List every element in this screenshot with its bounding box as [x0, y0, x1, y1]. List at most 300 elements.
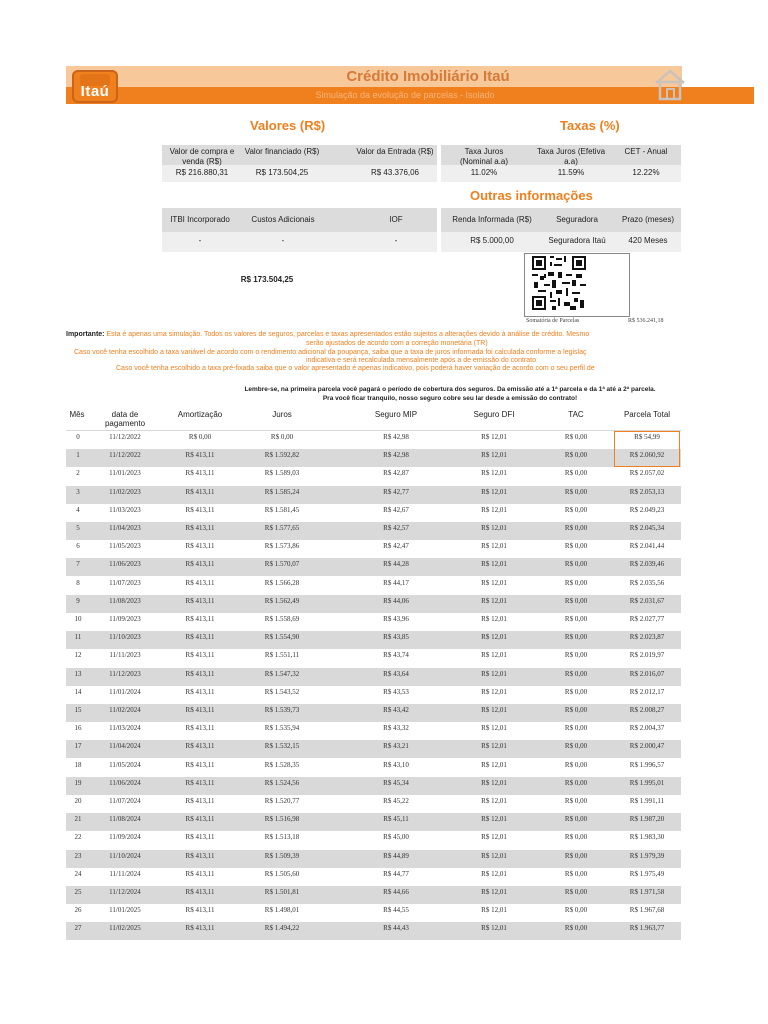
- cell-data: 11/07/2024: [109, 797, 141, 805]
- cell-amortizacao: R$ 413,11: [185, 724, 215, 733]
- th-amortizacao: Amortização: [177, 410, 223, 419]
- cell-amortizacao: R$ 413,11: [185, 469, 215, 478]
- table-row: [66, 649, 681, 667]
- cell-juros: R$ 1.577,65: [264, 524, 300, 532]
- cell-parcela-total: R$ 54,99: [634, 433, 660, 441]
- cell-mes: 3: [76, 487, 80, 496]
- cell-data: 11/03/2024: [109, 724, 141, 733]
- cell-mes: 16: [74, 724, 82, 733]
- qr-code-box: [524, 253, 630, 317]
- cell-parcela-total: R$ 2.039,46: [629, 560, 665, 569]
- cell-juros: R$ 1.501,81: [264, 888, 300, 896]
- cell-parcela-total: R$ 2.045,34: [629, 524, 665, 532]
- extras-itbi: -: [198, 236, 202, 245]
- cell-amortizacao: R$ 413,11: [185, 669, 215, 678]
- cell-amortizacao: R$ 413,11: [185, 560, 215, 569]
- cell-data: 11/02/2025: [109, 924, 141, 933]
- cell-juros: R$ 1.539,73: [264, 706, 300, 714]
- valores-title: Valores (R$): [250, 118, 326, 133]
- cell-amortizacao: R$ 413,11: [185, 706, 215, 714]
- cell-juros: R$ 1.573,86: [264, 542, 300, 551]
- cell-parcela-total: R$ 2.004,37: [629, 724, 665, 733]
- cell-mes: 7: [76, 560, 80, 569]
- cell-seguro-mip: R$ 42,77: [383, 487, 409, 496]
- cell-data: 11/07/2023: [109, 578, 141, 587]
- table-row: [66, 777, 681, 795]
- cell-mes: 15: [74, 706, 82, 714]
- cell-mes: 24: [74, 869, 82, 878]
- qr-total: R$ 536.241,18: [628, 318, 664, 324]
- table-row: [66, 504, 681, 522]
- cell-parcela-total: R$ 1.987,20: [629, 815, 665, 824]
- th-mes: Mês: [69, 410, 85, 419]
- cell-seguro-dfi: R$ 12,01: [481, 560, 507, 569]
- cell-mes: 0: [76, 433, 80, 441]
- cell-tac: R$ 0,00: [564, 451, 588, 460]
- itau-logo: [72, 70, 118, 103]
- cell-tac: R$ 0,00: [564, 906, 588, 915]
- table-row: [66, 613, 681, 631]
- cell-data: 11/02/2023: [109, 487, 141, 496]
- cell-seguro-mip: R$ 44,43: [383, 924, 409, 933]
- cell-mes: 20: [74, 797, 82, 805]
- qr-code-icon: [529, 256, 589, 310]
- cell-seguro-dfi: R$ 12,01: [481, 742, 507, 751]
- cell-tac: R$ 0,00: [564, 487, 588, 496]
- cell-seguro-mip: R$ 42,98: [383, 433, 409, 441]
- cell-seguro-mip: R$ 43,85: [383, 633, 409, 642]
- cell-parcela-total: R$ 2.027,77: [629, 615, 665, 623]
- outras-title: Outras informações: [470, 188, 593, 203]
- cell-juros: R$ 1.532,15: [264, 742, 300, 751]
- cell-mes: 23: [74, 851, 82, 860]
- cell-seguro-mip: R$ 43,96: [383, 615, 409, 623]
- outras-header-prazo: Prazo (meses): [621, 215, 674, 224]
- taxa-cet: 12.22%: [632, 168, 660, 177]
- warning-line-3: Caso você tenha escolhido a taxa variável de acordo com o rendimento adicional da poupança, saiba que a taxa de juros informada foi calculada conforme a legislaç: [74, 349, 587, 356]
- cell-seguro-mip: R$ 45,22: [383, 797, 409, 805]
- cell-tac: R$ 0,00: [564, 851, 588, 860]
- outras-seguradora: Seguradora Itaú: [548, 236, 606, 245]
- cell-parcela-total: R$ 2.016,07: [629, 669, 665, 678]
- cell-mes: 1: [76, 451, 80, 460]
- table-row: [66, 486, 681, 504]
- cell-tac: R$ 0,00: [564, 742, 588, 751]
- cell-mes: 8: [76, 578, 80, 587]
- outras-header-seguradora: Seguradora: [556, 215, 598, 224]
- cell-juros: R$ 1.516,98: [264, 815, 300, 824]
- cell-seguro-dfi: R$ 12,01: [481, 833, 507, 842]
- table-row: [66, 868, 681, 886]
- cell-tac: R$ 0,00: [564, 924, 588, 933]
- cell-seguro-dfi: R$ 12,01: [481, 851, 507, 860]
- cell-amortizacao: R$ 413,11: [185, 888, 215, 896]
- cell-seguro-dfi: R$ 12,01: [481, 778, 507, 787]
- table-row: [66, 831, 681, 849]
- table-row: [66, 631, 681, 649]
- extras-header-iof: IOF: [389, 215, 403, 224]
- cell-seguro-mip: R$ 42,67: [383, 505, 409, 514]
- extras-iof: -: [394, 236, 398, 245]
- cell-tac: R$ 0,00: [564, 433, 588, 441]
- cell-tac: R$ 0,00: [564, 760, 588, 769]
- cell-juros: R$ 1.494,22: [264, 924, 300, 933]
- cell-juros: R$ 1.551,11: [264, 651, 300, 660]
- cell-mes: 19: [74, 778, 82, 787]
- cell-juros: R$ 1.498,01: [264, 906, 300, 915]
- cell-amortizacao: R$ 413,11: [185, 760, 215, 769]
- table-row: [66, 740, 681, 758]
- cell-data: 11/12/2022: [109, 451, 141, 460]
- cell-seguro-mip: R$ 44,66: [383, 888, 409, 896]
- cell-tac: R$ 0,00: [564, 669, 588, 678]
- cell-mes: 14: [74, 687, 82, 696]
- table-row: [66, 722, 681, 740]
- cell-parcela-total: R$ 1.975,49: [629, 869, 665, 878]
- cell-parcela-total: R$ 2.000,47: [629, 742, 665, 751]
- taxas-header-nominal: Taxa Juros (Nominal a.a): [459, 147, 508, 166]
- cell-parcela-total: R$ 2.019,97: [629, 651, 665, 660]
- cell-seguro-mip: R$ 45,11: [383, 815, 409, 824]
- cell-amortizacao: R$ 413,11: [185, 542, 215, 551]
- taxas-header-cet: CET - Anual: [624, 147, 668, 156]
- cell-parcela-total: R$ 2.049,23: [629, 505, 665, 514]
- cell-mes: 27: [74, 924, 82, 933]
- table-row: [66, 795, 681, 813]
- cell-juros: R$ 1.581,45: [264, 505, 300, 514]
- cell-seguro-mip: R$ 43,42: [383, 706, 409, 714]
- cell-amortizacao: R$ 413,11: [185, 687, 215, 696]
- cell-seguro-dfi: R$ 12,01: [481, 815, 507, 824]
- cell-parcela-total: R$ 1.971,58: [629, 888, 665, 896]
- cell-seguro-dfi: R$ 12,01: [481, 888, 507, 896]
- cell-tac: R$ 0,00: [564, 833, 588, 842]
- cell-data: 11/11/2023: [109, 651, 141, 660]
- cell-seguro-dfi: R$ 12,01: [481, 596, 507, 605]
- warning-line-4: indicativa e será recalculada mensalmente após a de emissão do contrato: [306, 357, 536, 364]
- cell-parcela-total: R$ 2.023,87: [629, 633, 665, 642]
- valor-entrada: R$ 43.376,06: [370, 168, 420, 177]
- cell-mes: 6: [76, 542, 80, 551]
- table-row: [66, 522, 681, 540]
- cell-tac: R$ 0,00: [564, 469, 588, 478]
- extras-header-itbi: ITBI Incorporado: [170, 215, 230, 224]
- extras-custos: -: [281, 236, 285, 245]
- cell-tac: R$ 0,00: [564, 724, 588, 733]
- cell-seguro-dfi: R$ 12,01: [481, 433, 507, 441]
- outras-prazo: 420 Meses: [628, 236, 668, 245]
- valores-header-financiado: Valor financiado (R$): [244, 147, 320, 156]
- cell-juros: R$ 1.520,77: [264, 797, 300, 805]
- cell-data: 11/05/2023: [109, 542, 141, 551]
- cell-tac: R$ 0,00: [564, 651, 588, 660]
- taxas-title: Taxas (%): [560, 118, 620, 133]
- cell-seguro-dfi: R$ 12,01: [481, 451, 507, 460]
- cell-seguro-mip: R$ 43,53: [383, 687, 409, 696]
- cell-amortizacao: R$ 413,11: [185, 487, 215, 496]
- cell-amortizacao: R$ 413,11: [185, 815, 215, 824]
- table-row: [66, 886, 681, 904]
- taxa-efetiva: 11.59%: [557, 168, 585, 177]
- cell-parcela-total: R$ 1.963,77: [629, 924, 665, 933]
- cell-mes: 18: [74, 760, 82, 769]
- cell-mes: 21: [74, 815, 82, 824]
- cell-seguro-mip: R$ 45,34: [383, 778, 409, 787]
- cell-mes: 10: [74, 615, 82, 623]
- cell-seguro-dfi: R$ 12,01: [481, 924, 507, 933]
- cell-data: 11/02/2024: [109, 706, 141, 714]
- cell-data: 11/10/2024: [109, 851, 141, 860]
- cell-tac: R$ 0,00: [564, 615, 588, 623]
- cell-data: 11/01/2024: [109, 687, 141, 696]
- cell-seguro-mip: R$ 44,77: [383, 869, 409, 878]
- table-header: [66, 408, 681, 431]
- cell-parcela-total: R$ 1.995,01: [629, 778, 665, 787]
- cell-tac: R$ 0,00: [564, 888, 588, 896]
- cell-data: 11/12/2022: [109, 433, 141, 441]
- table-row: [66, 558, 681, 576]
- table-row: [66, 904, 681, 922]
- taxa-nominal: 11.02%: [470, 168, 498, 177]
- cell-data: 11/10/2023: [109, 633, 141, 642]
- cell-parcela-total: R$ 1.996,57: [629, 760, 665, 769]
- cell-seguro-dfi: R$ 12,01: [481, 615, 507, 623]
- qr-caption: Somatória de Parcelas: [526, 318, 580, 324]
- cell-tac: R$ 0,00: [564, 797, 588, 805]
- cell-amortizacao: R$ 413,11: [185, 924, 215, 933]
- table-row: [66, 850, 681, 868]
- cell-seguro-dfi: R$ 12,01: [481, 669, 507, 678]
- cell-juros: R$ 1.585,24: [264, 487, 300, 496]
- cell-seguro-mip: R$ 44,06: [383, 596, 409, 605]
- notice-line-2: Pra você ficar tranquilo, nosso seguro cobre seu lar desde a emissão do contrato!: [322, 395, 578, 402]
- cell-seguro-mip: R$ 43,21: [383, 742, 409, 751]
- cell-tac: R$ 0,00: [564, 505, 588, 514]
- cell-data: 11/12/2024: [109, 888, 141, 896]
- cell-juros: R$ 1.554,90: [264, 633, 300, 642]
- cell-tac: R$ 0,00: [564, 524, 588, 532]
- cell-seguro-mip: R$ 43,64: [383, 669, 409, 678]
- cell-data: 11/03/2023: [109, 505, 141, 514]
- cell-parcela-total: R$ 1.991,11: [629, 797, 665, 805]
- cell-mes: 13: [74, 669, 82, 678]
- cell-juros: R$ 1.592,82: [264, 451, 300, 460]
- cell-parcela-total: R$ 2.008,27: [629, 706, 665, 714]
- table-row: [66, 449, 681, 467]
- cell-data: 11/11/2024: [109, 869, 141, 878]
- cell-seguro-dfi: R$ 12,01: [481, 760, 507, 769]
- logo-text: Itaú: [80, 83, 110, 100]
- cell-seguro-dfi: R$ 12,01: [481, 487, 507, 496]
- cell-amortizacao: R$ 413,11: [185, 451, 215, 460]
- cell-mes: 4: [76, 505, 80, 514]
- th-parcela-total: Parcela Total: [623, 410, 671, 419]
- cell-seguro-mip: R$ 44,55: [383, 906, 409, 915]
- cell-mes: 22: [74, 833, 82, 842]
- cell-juros: R$ 1.528,35: [264, 760, 300, 769]
- cell-seguro-dfi: R$ 12,01: [481, 906, 507, 915]
- cell-amortizacao: R$ 413,11: [185, 778, 215, 787]
- table-row: [66, 759, 681, 777]
- cell-data: 11/08/2023: [109, 596, 141, 605]
- cell-seguro-dfi: R$ 12,01: [481, 542, 507, 551]
- cell-tac: R$ 0,00: [564, 815, 588, 824]
- cell-parcela-total: R$ 2.041,44: [629, 542, 665, 551]
- cell-amortizacao: R$ 413,11: [185, 833, 215, 842]
- cell-parcela-total: R$ 1.983,30: [629, 833, 665, 842]
- valores-header-entrada: Valor da Entrada (R$): [356, 147, 434, 156]
- warning-line-5: Caso você tenha escolhido a taxa pré-fixada saiba que o valor apresentado é apenas indicativo, pois poderá haver variação de acordo com o seu perfil de: [116, 365, 595, 372]
- cell-juros: R$ 1.505,60: [264, 869, 300, 878]
- cell-data: 11/06/2023: [109, 560, 141, 569]
- cell-juros: R$ 1.509,39: [264, 851, 300, 860]
- page-subtitle: Simulação da evolução de parcelas - Isolado: [315, 90, 495, 100]
- cell-seguro-mip: R$ 44,17: [383, 578, 409, 587]
- cell-seguro-dfi: R$ 12,01: [481, 524, 507, 532]
- cell-seguro-mip: R$ 42,47: [383, 542, 409, 551]
- th-seguro-dfi: Seguro DFI: [473, 410, 515, 419]
- th-tac: TAC: [568, 410, 584, 419]
- cell-parcela-total: R$ 2.060,92: [629, 451, 665, 460]
- cell-seguro-mip: R$ 42,87: [383, 469, 409, 478]
- cell-seguro-mip: R$ 44,89: [383, 851, 409, 860]
- total-financiado: R$ 173.504,25: [240, 275, 294, 284]
- th-juros: Juros: [272, 410, 292, 419]
- outras-header-renda: Renda Informada (R$): [452, 215, 532, 224]
- cell-amortizacao: R$ 413,11: [185, 505, 215, 514]
- cell-amortizacao: R$ 413,11: [185, 615, 215, 623]
- cell-data: 11/05/2024: [109, 760, 141, 769]
- cell-juros: R$ 1.570,07: [264, 560, 300, 569]
- cell-seguro-mip: R$ 42,57: [383, 524, 409, 532]
- cell-parcela-total: R$ 2.031,67: [629, 596, 665, 605]
- cell-amortizacao: R$ 413,11: [185, 596, 215, 605]
- cell-seguro-mip: R$ 43,74: [383, 651, 409, 660]
- cell-seguro-dfi: R$ 12,01: [481, 797, 507, 805]
- table-row: [66, 922, 681, 940]
- cell-juros: R$ 1.543,52: [264, 687, 300, 696]
- cell-amortizacao: R$ 413,11: [185, 869, 215, 878]
- cell-amortizacao: R$ 413,11: [185, 906, 215, 915]
- cell-seguro-mip: R$ 42,98: [383, 451, 409, 460]
- table-row: [66, 704, 681, 722]
- cell-tac: R$ 0,00: [564, 687, 588, 696]
- cell-data: 11/04/2024: [109, 742, 141, 751]
- cell-seguro-dfi: R$ 12,01: [481, 505, 507, 514]
- cell-seguro-mip: R$ 43,32: [383, 724, 409, 733]
- cell-tac: R$ 0,00: [564, 633, 588, 642]
- cell-amortizacao: R$ 413,11: [185, 851, 215, 860]
- cell-tac: R$ 0,00: [564, 560, 588, 569]
- table-row: [66, 431, 681, 449]
- cell-juros: R$ 1.535,94: [264, 724, 300, 733]
- cell-amortizacao: R$ 413,11: [185, 651, 215, 660]
- cell-mes: 2: [76, 469, 80, 478]
- cell-juros: R$ 1.513,18: [264, 833, 300, 842]
- valores-header-compra: Valor de compra e venda (R$): [169, 147, 235, 166]
- page-title: Crédito Imobiliário Itaú: [346, 68, 510, 85]
- cell-amortizacao: R$ 413,11: [185, 797, 215, 805]
- cell-amortizacao: R$ 413,11: [185, 524, 215, 532]
- cell-seguro-dfi: R$ 12,01: [481, 687, 507, 696]
- cell-tac: R$ 0,00: [564, 869, 588, 878]
- cell-amortizacao: R$ 0,00: [188, 433, 212, 441]
- cell-data: 11/08/2024: [109, 815, 141, 824]
- cell-data: 11/04/2023: [109, 524, 141, 532]
- cell-data: 11/09/2023: [109, 615, 141, 623]
- cell-parcela-total: R$ 1.967,68: [629, 906, 665, 915]
- cell-parcela-total: R$ 2.053,13: [629, 487, 665, 496]
- cell-tac: R$ 0,00: [564, 706, 588, 714]
- cell-amortizacao: R$ 413,11: [185, 633, 215, 642]
- warning-label: Importante:: [66, 331, 105, 338]
- cell-seguro-dfi: R$ 12,01: [481, 869, 507, 878]
- cell-amortizacao: R$ 413,11: [185, 742, 215, 751]
- cell-data: 11/01/2023: [109, 469, 141, 478]
- table-row: [66, 813, 681, 831]
- table-row: [66, 595, 681, 613]
- cell-seguro-mip: R$ 44,28: [383, 560, 409, 569]
- cell-mes: 17: [74, 742, 82, 751]
- table-row: [66, 668, 681, 686]
- cell-tac: R$ 0,00: [564, 778, 588, 787]
- table-row: [66, 540, 681, 558]
- cell-tac: R$ 0,00: [564, 578, 588, 587]
- cell-juros: R$ 1.547,32: [264, 669, 300, 678]
- cell-mes: 5: [76, 524, 80, 532]
- cell-data: 11/09/2024: [109, 833, 141, 842]
- extras-header-custos: Custos Adicionais: [251, 215, 315, 224]
- cell-parcela-total: R$ 1.979,39: [629, 851, 665, 860]
- table-row: [66, 467, 681, 485]
- cell-tac: R$ 0,00: [564, 596, 588, 605]
- cell-juros: R$ 1.558,69: [264, 615, 300, 623]
- cell-juros: R$ 1.589,03: [264, 469, 300, 478]
- table-row: [66, 686, 681, 704]
- table-row: [66, 577, 681, 595]
- warning-line-2: serão ajustados de acordo com a correção monetária (TR): [306, 340, 488, 347]
- cell-data: 11/01/2025: [109, 906, 141, 915]
- warning-line-1: Importante: Esta é apenas uma simulação. Todos os valores de seguros, parcelas e taxas apresentados estão sujeitos a alterações devido à análise de crédito. Mesmo: [66, 331, 590, 338]
- cell-seguro-mip: R$ 43,10: [383, 760, 409, 769]
- valor-financiado: R$ 173.504,25: [255, 168, 309, 177]
- cell-data: 11/12/2023: [109, 669, 141, 678]
- cell-amortizacao: R$ 413,11: [185, 578, 215, 587]
- cell-tac: R$ 0,00: [564, 542, 588, 551]
- th-seguro-mip: Seguro MIP: [374, 410, 418, 419]
- cell-seguro-dfi: R$ 12,01: [481, 724, 507, 733]
- cell-mes: 12: [74, 651, 82, 660]
- cell-data: 11/06/2024: [109, 778, 141, 787]
- cell-seguro-dfi: R$ 12,01: [481, 651, 507, 660]
- cell-parcela-total: R$ 2.012,17: [629, 687, 665, 696]
- cell-seguro-dfi: R$ 12,01: [481, 706, 507, 714]
- cell-mes: 26: [74, 906, 82, 915]
- cell-parcela-total: R$ 2.057,02: [629, 469, 665, 478]
- outras-renda: R$ 5.000,00: [470, 236, 514, 245]
- cell-seguro-dfi: R$ 12,01: [481, 633, 507, 642]
- highlight-box: [614, 431, 680, 467]
- cell-mes: 11: [74, 633, 82, 642]
- cell-seguro-dfi: R$ 12,01: [481, 469, 507, 478]
- cell-mes: 25: [74, 888, 82, 896]
- cell-seguro-mip: R$ 45,00: [383, 833, 409, 842]
- cell-juros: R$ 1.524,56: [264, 778, 300, 787]
- cell-mes: 9: [76, 596, 80, 605]
- th-data: data de pagamento: [104, 410, 146, 428]
- cell-juros: R$ 1.566,28: [264, 578, 300, 587]
- cell-juros: R$ 0,00: [270, 433, 294, 441]
